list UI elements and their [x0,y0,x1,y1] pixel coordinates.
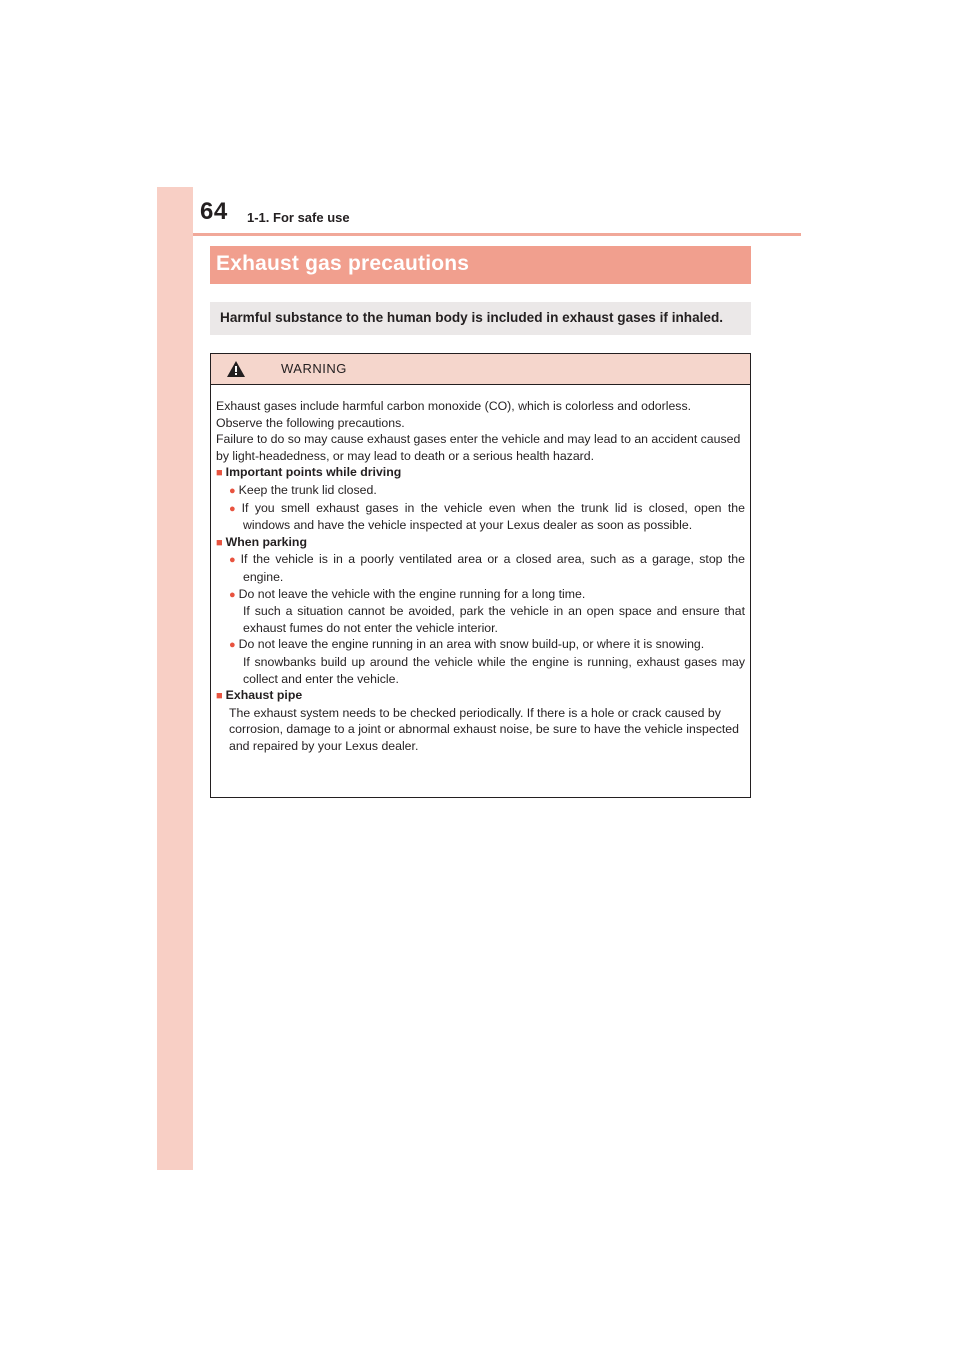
warning-intro-2: Observe the following precautions. [216,415,405,430]
bullet-text-continued: If such a situation cannot be avoided, park the vehicle in an open space and ensure that exhaust fumes do not enter the vehicle interior. [243,604,745,635]
title-bar [210,246,751,284]
header-divider [193,233,801,236]
square-bullet-icon: ■ [216,467,223,480]
circle-bullet-icon: ● [229,639,236,652]
summary-text: Harmful substance to the human body is included in exhaust gases if inhaled. [220,310,724,325]
warning-body [216,398,745,754]
bullet-text: Keep the trunk lid closed. [238,482,377,497]
warning-header [211,354,750,385]
bullet-item [216,500,745,534]
section-label: 1-1. For safe use [247,210,350,225]
page-title: Exhaust gas precautions [216,252,470,275]
square-bullet-icon: ■ [216,690,223,703]
subhead-driving [216,464,745,482]
exhaust-pipe-text: The exhaust system needs to be checked periodically. If there is a hole or crack caused by corrosion, damage to a joint or abnormal exhaust noise, be sure to have the vehicle inspected and repaired by your Lexus dealer. [229,705,739,753]
circle-bullet-icon: ● [229,588,236,601]
bullet-text-continued: If snowbanks build up around the vehicle while the engine is running, exhaust gases may collect and enter the vehicle. [243,654,745,686]
warning-label: WARNING [281,361,347,376]
subhead-driving-label: Important points while driving [225,465,402,480]
bullet-text: Do not leave the vehicle with the engine running for a long time. [238,586,586,601]
warning-triangle-icon [227,361,245,377]
bullet-item [216,636,745,687]
bullet-text: If the vehicle is in a poorly ventilated area or a closed area, such as a garage, stop the engine. [240,552,745,584]
subhead-exhaust-pipe-label: Exhaust pipe [225,688,303,703]
page-number: 64 [200,198,228,225]
circle-bullet-icon: ● [229,484,236,497]
circle-bullet-icon: ● [229,554,238,567]
warning-box [210,353,751,798]
circle-bullet-icon: ● [229,502,239,515]
subhead-parking [216,534,745,552]
bullet-item [216,586,745,637]
summary-bar [210,302,751,335]
bullet-text: Do not leave the engine running in an area with snow build-up, or where it is snowing. [238,637,705,652]
subhead-exhaust-pipe [216,687,745,705]
square-bullet-icon: ■ [216,536,223,549]
side-tab-band [157,187,193,1170]
subhead-parking-label: When parking [225,534,307,549]
bullet-text: If you smell exhaust gases in the vehicle even when the trunk lid is closed, open the windows and have the vehicle inspected at your Lexus dealer as soon as possible. [241,500,745,533]
warning-intro-1: Exhaust gases include harmful carbon monoxide (CO), which is colorless and odorless. [216,399,692,413]
bullet-item [216,482,745,500]
warning-intro-3: Failure to do so may cause exhaust gases enter the vehicle and may lead to an accident caused by light-headedness, or may lead to death or a serious health hazard. [216,432,741,463]
bullet-item [216,551,745,585]
